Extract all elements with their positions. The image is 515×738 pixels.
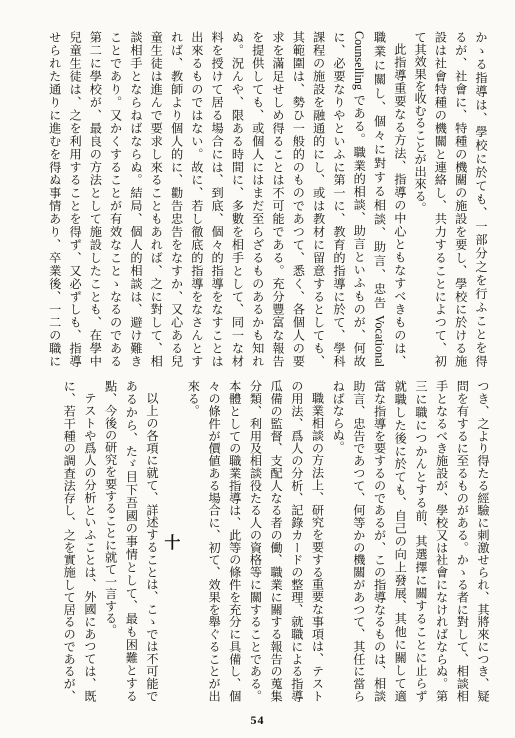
text-column: 職業に關し、個々に對する相談、助言、忠告 Vocational <box>372 31 387 367</box>
text-column: 瓜備の監督、支配人なる者の働、職業に關する報告の蒐集 <box>269 380 284 702</box>
text-column: 料を授けて居る場合には、到底、個々的指導をなすことは <box>210 31 225 367</box>
text-column: 兒童生徒は、之を利用することを得ず、又必ずしも、指導 <box>68 31 83 367</box>
text-column: 手となるべき施設が、學校又は社會になければならぬ。第 <box>434 380 449 702</box>
text-column: かゝる指導は、學校に於ても、一部分之を行ふことを得 <box>474 31 488 367</box>
text-column: 本體としての職業指導は、此等の條件を充分に具備し、個 <box>227 380 242 702</box>
text-column: 第二に學校が、最良の方法として施設したことも、在學中 <box>88 31 103 367</box>
section-break <box>162 380 183 702</box>
text-column: 問を有するに至るものがある。かゝる者に對して、相談相 <box>455 380 470 702</box>
text-column: せられた通りに進むを得ぬ事情あり、卒業後、一二の職に <box>47 31 62 367</box>
text-column: つき、之より得たる經驗に刺激せられ、其將來につき、疑 <box>476 380 490 702</box>
text-column: あるから、たゞ目下吾國の事情として、最も困難とする <box>124 380 139 702</box>
text-column: 來る。 <box>186 380 201 417</box>
text-column: 此指導重要なる方法、指導の中心ともなすべきものは、 <box>392 43 407 367</box>
text-column: ねばならぬ。 <box>331 380 346 454</box>
text-column: 設は社會特種の機關と連絡し、共力することによつて、初 <box>433 31 448 367</box>
text-column: 助言、忠告であつて、何等かの機關があつて、其任に當ら <box>351 380 366 702</box>
text-column: ことであり。又かくすることが有效なことゝなるのである <box>108 31 123 367</box>
text-column: 職業相談の方法上、研究を要する重要な事項は、テスト <box>310 392 325 702</box>
text-column: 童生徒は進んで要求し來ることもあれば、之に對して、相 <box>149 31 164 367</box>
text-column: テストや爲人の分析といふことは、外國にあつては、既 <box>82 392 97 702</box>
text-column: 分類、利用及相談役たる人の資格等に關することである。 <box>248 380 263 702</box>
text-column: 求を滿足せしめ得ることは不可能である。充分豐富な報告 <box>271 31 286 367</box>
text-column: ぬ。況んや、限ある時間に、多數を相手として、同一な材 <box>230 31 245 367</box>
page-number: 54 <box>250 713 265 727</box>
text-column: て其效果を收むることが出來る。 <box>413 31 428 214</box>
text-column: 就職した後に於ても、自己の向上發展、其他に關して適 <box>393 380 408 702</box>
text-column: 其範圍は、勢ひ一般的のものであつて、悉く、各個人の要 <box>291 31 306 367</box>
text-column: に、必要なりやといふに第一に、教育的指導に於て、學科 <box>331 31 346 367</box>
section-break-mark: 十 <box>164 535 181 552</box>
text-column: 點、今後の研究を要することに就て一言する。 <box>103 380 118 637</box>
text-column: 以上の各項に就て、詳述することは、こゝでは不可能で <box>145 392 159 702</box>
lower-text-block <box>58 380 493 702</box>
text-column: の用法、爲人の分析、記錄カードの整理、就職による指導 <box>289 380 304 702</box>
text-column: 出來るものではない。故に、若し徹底的指導をなさんとす <box>189 31 204 367</box>
text-column: 談相手とならねばならぬ。結局、個人的相談は、避け難き <box>128 31 143 367</box>
text-column: を提供しても、或個人にはまだ至らざるものあるかも知れ <box>250 31 265 367</box>
text-column: るが、社會に、特種の機關の施設を要し、學校に於ける施 <box>453 31 468 367</box>
text-column: に、若干種の調査法存し、之を實施して居るのであるが、 <box>62 380 77 702</box>
text-column: Counselling である。職業的相談、助言といふものが、何故 <box>352 31 367 367</box>
text-column: 々の條件が價値ある場合に、初て、效果を舉ぐることが出 <box>207 380 222 702</box>
text-column: れば、教師より個人的に、勸告忠告をなすか、又心ある兒 <box>169 31 184 367</box>
text-column: 三に職につかんとする前、其選擇に關することに止らず <box>413 380 428 702</box>
text-column: 當な指導を要するのであるが、この指導なるものは、相談 <box>372 380 387 702</box>
text-column: 課程の施設を融通的にし、或は教材に留意するとしても、 <box>311 31 326 367</box>
upper-text-block <box>44 31 491 367</box>
